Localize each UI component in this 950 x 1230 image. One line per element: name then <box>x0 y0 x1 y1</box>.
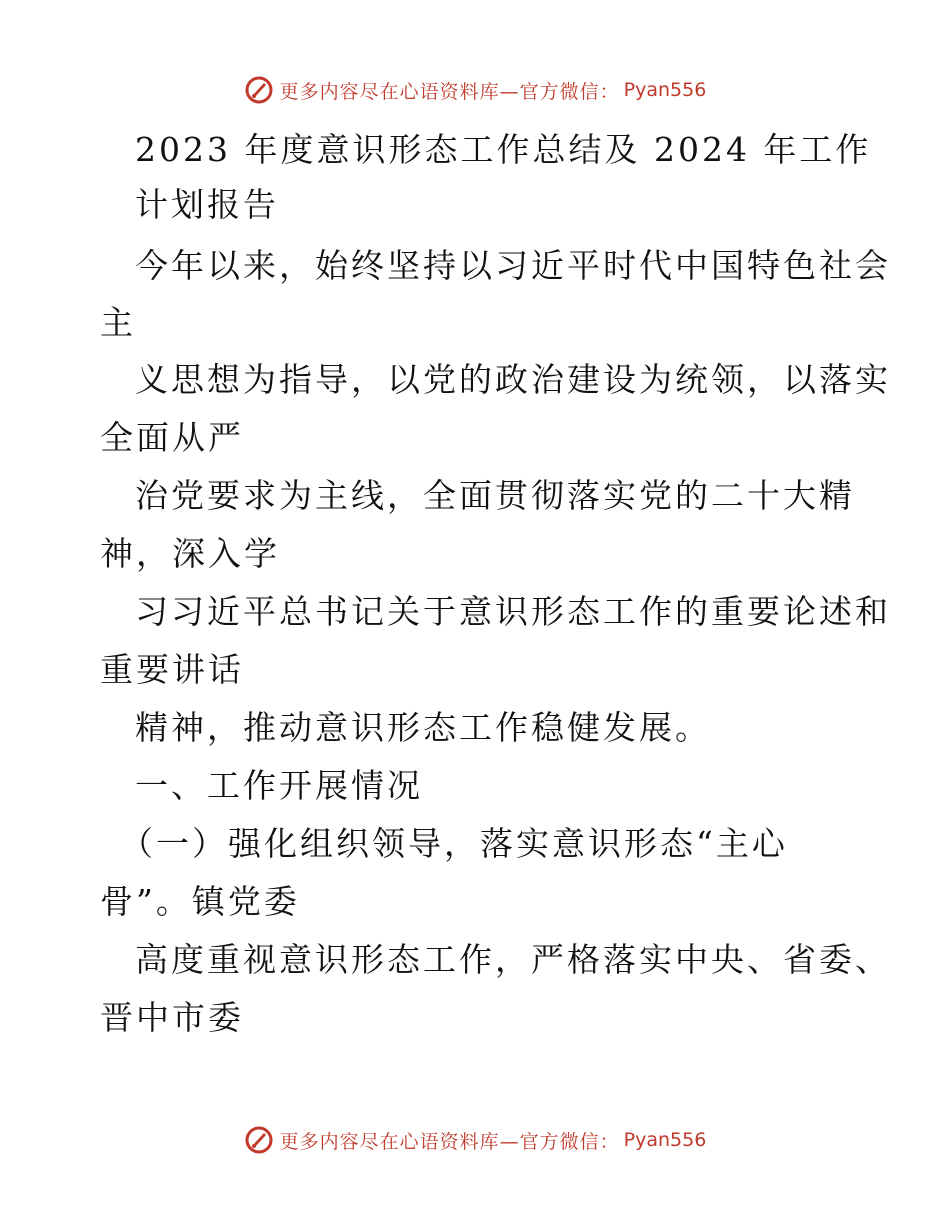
banner-wechat-id: Pyan556 <box>623 79 707 101</box>
section-heading: 一、工作开展情况 <box>135 766 423 805</box>
banner-text: 更多内容尽在心语资料库—官方微信： <box>279 80 620 103</box>
doc-title-line-1: 2023 年度意识形态工作总结及 2024 年工作 <box>135 130 872 169</box>
banner-wechat-id: Pyan556 <box>623 1129 707 1151</box>
header-watermark-banner <box>0 70 950 110</box>
paragraph-line: 精神，推动意识形态工作稳健发展。 <box>135 708 711 747</box>
footer-watermark-banner <box>0 1120 950 1160</box>
paragraph-line: 晋中市委 <box>100 998 244 1037</box>
paragraph-line: 骨”。镇党委 <box>100 882 300 921</box>
banner-text: 更多内容尽在心语资料库—官方微信： <box>279 1130 620 1153</box>
logo-icon <box>244 75 274 105</box>
subsection-heading: （一）强化组织领导，落实意识形态“主心 <box>120 824 788 863</box>
logo-icon <box>244 1125 274 1155</box>
paragraph-line: 主 <box>100 303 136 342</box>
paragraph-line: 重要讲话 <box>100 650 244 689</box>
paragraph-line: 今年以来，始终坚持以习近平时代中国特色社会 <box>135 246 891 285</box>
paragraph-line: 习习近平总书记关于意识形态工作的重要论述和 <box>135 592 891 631</box>
paragraph-line: 神，深入学 <box>100 534 280 573</box>
paragraph-line: 义思想为指导，以党的政治建设为统领，以落实 <box>135 360 891 399</box>
paragraph-line: 治党要求为主线，全面贯彻落实党的二十大精 <box>135 476 855 515</box>
paragraph-line: 高度重视意识形态工作，严格落实中央、省委、 <box>135 940 891 979</box>
paragraph-line: 全面从严 <box>100 418 244 457</box>
doc-title-line-2: 计划报告 <box>135 185 279 224</box>
